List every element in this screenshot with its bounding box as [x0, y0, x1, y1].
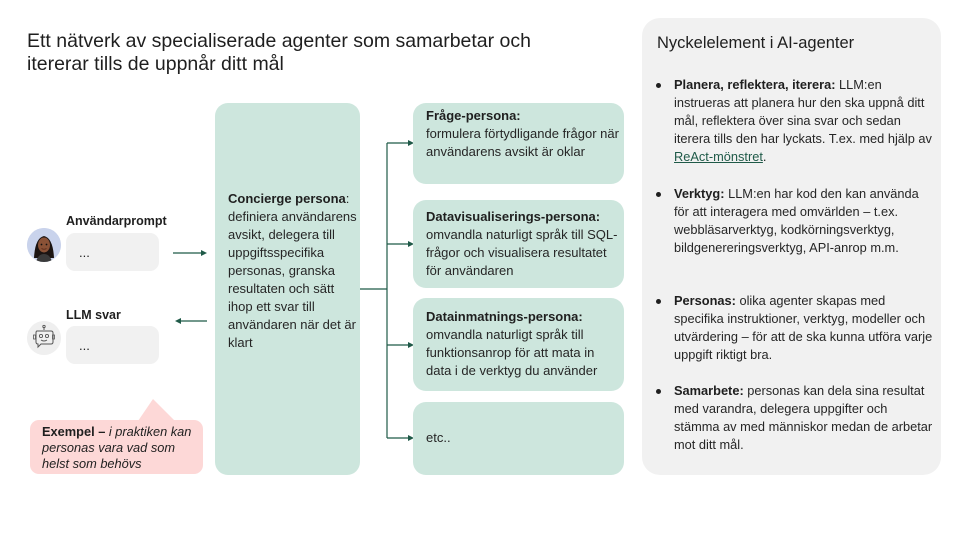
callout-pointer — [138, 398, 178, 422]
user-prompt-label: Användarprompt — [66, 214, 167, 228]
arrow-left-icon — [175, 318, 181, 324]
side-item-personas: Personas: olika agenter skapas med specifika instruktioner, verktyg, modeller och utvärdering – för att de ska kunna utföra varje uppgift riktigt bra. — [656, 292, 936, 364]
bullet-icon — [656, 389, 661, 394]
side-item-tools: Verktyg: LLM:en har kod den kan använda för att interagera med omvärlden – t.ex. webbläsarverktyg, kodkörningsverktyg, bildgenereringsverktyg, API-anrop m.m. — [656, 185, 936, 257]
concierge-description: definiera användarens avsikt, delegera till uppgiftsspecifika personas, granska resultaten och sätt ihop ett svar till användaren när det är klart — [228, 209, 357, 350]
react-pattern-link[interactable]: ReAct-mönstret — [674, 149, 763, 164]
persona-box-etc — [413, 402, 624, 475]
side-item-collaboration: Samarbete: personas kan dela sina resultat med varandra, delegera uppgifter och stämma av med människor medan de arbetar mot ditt mål. — [656, 382, 936, 454]
bullet-icon — [656, 83, 661, 88]
example-italic: i praktiken kan personas vara vad som helst som behövs — [42, 424, 192, 471]
llm-response-text: ... — [79, 338, 90, 353]
side-panel-title: Nyckelelement i AI-agenter — [657, 34, 855, 52]
persona-title: Datainmatnings-persona: — [426, 309, 583, 324]
persona-box-datavisualization — [413, 200, 624, 288]
user-avatar-icon — [27, 228, 61, 262]
persona-description: formulera förtydligande frågor när användarens avsikt är oklar — [426, 126, 619, 159]
user-prompt-bubble — [66, 233, 159, 271]
concierge-title: Concierge persona — [228, 191, 346, 206]
persona-title: Fråge-persona: — [426, 108, 521, 123]
concierge-persona-box: Concierge persona: definiera användarens avsikt, delegera till uppgiftsspecifika personas, granska resultaten och sätt ihop ett svar till användaren när det är klart — [215, 103, 360, 475]
persona-box-data-entry — [413, 298, 624, 391]
slide-title: Ett nätverk av specialiserade agenter som samarbetar och itererar tills de uppnår ditt mål — [27, 30, 532, 75]
user-prompt-text: ... — [79, 245, 90, 260]
arrow-right-icon — [201, 250, 207, 256]
persona-title: Datavisualiserings-persona: — [426, 209, 601, 224]
example-callout — [30, 420, 203, 474]
bullet-icon — [656, 192, 661, 197]
llm-response-label: LLM svar — [66, 308, 121, 322]
persona-box-question — [413, 103, 624, 184]
example-bold: Exempel – — [42, 424, 109, 439]
side-item-plan: Planera, reflektera, iterera: LLM:en instrueras att planera hur den ska uppnå ditt mål, reflektera över sina svar och sedan iterera tills den har lyckats. T.ex. med hjälp av ReAct-mönstret. — [656, 76, 936, 166]
bullet-icon — [656, 299, 661, 304]
persona-description: omvandla naturligt språk till SQL-frågor och visualisera resultatet för användaren — [426, 227, 618, 278]
persona-description: etc.. — [426, 430, 451, 445]
io-arrows — [165, 245, 215, 330]
robot-avatar-icon — [27, 321, 61, 355]
llm-response-bubble — [66, 326, 159, 364]
persona-description: omvandla naturligt språk till funktionsanrop för att mata in data i de verktyg du använder — [426, 327, 598, 378]
